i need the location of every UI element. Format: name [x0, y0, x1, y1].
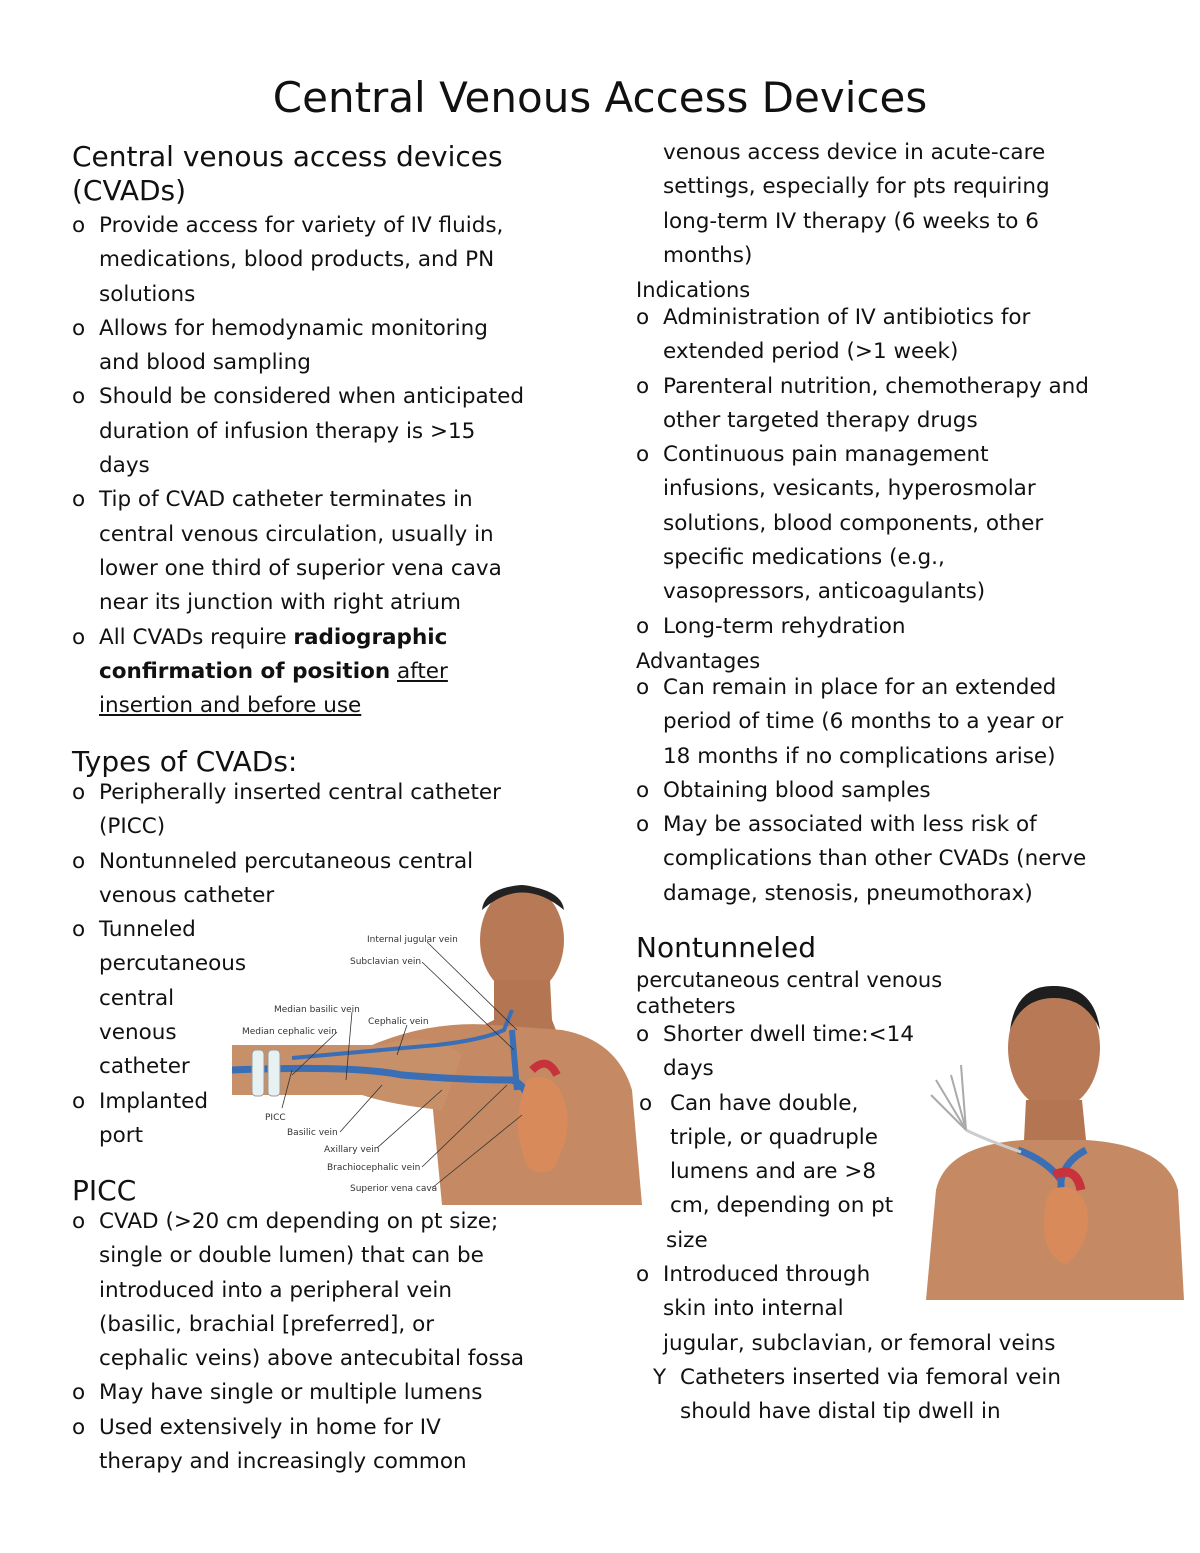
list-item: o Tunneled percutaneous central venous catheter [72, 917, 247, 1080]
label-axillary: Axillary vein [324, 1145, 380, 1155]
picc-list [72, 1205, 602, 1479]
label-median-basilic: Median basilic vein [274, 1005, 360, 1015]
list-item: o May be associated with less risk of complications than other CVADs (nerve damage, stenosis, pneumothorax) [636, 812, 1087, 906]
label-brachiocephalic: Brachiocephalic vein [327, 1163, 421, 1173]
list-item: o Nontunneled percutaneous central venous catheter [72, 848, 474, 908]
label-basilic: Basilic vein [287, 1128, 338, 1138]
list-item: o Used extensively in home for IV therapy and increasingly common [72, 1414, 467, 1475]
list-item: o Provide access for variety of IV fluids, medications, blood products, and PN solutions [72, 213, 504, 307]
cvad-continued-text: venous access device in acute-care settings, especially for pts requiring long-term IV therapy (6 weeks to 6 months) [663, 140, 1050, 268]
advantages-heading: Advantages [636, 649, 761, 673]
list-item: o Peripherally inserted central catheter (PICC) [72, 780, 501, 840]
list-item: o May have single or multiple lumens [72, 1380, 483, 1406]
neck-shape [1024, 1100, 1086, 1140]
advantages-list [636, 671, 1176, 911]
indications-heading: Indications [636, 278, 751, 302]
label-subclavian: Subclavian vein [350, 957, 422, 967]
nontunneled-subheading: percutaneous central venous catheters [636, 968, 943, 1018]
picc-securement-band [268, 1050, 280, 1096]
types-heading: Types of CVADs: [72, 745, 298, 778]
list-item: o Introduced through skin into internal [636, 1262, 871, 1322]
picc-securement-band [252, 1050, 264, 1096]
nontunneled-list [636, 1018, 926, 1327]
list-item: o CVAD (>20 cm depending on pt size; single or double lumen) that can be introduced into a peripheral vein (basilic, brachial [preferred], or cephalic veins) above antecubital fossa [72, 1209, 525, 1372]
list-item: o Continuous pain management infusions, vesicants, hyperosmolar solutions, blood components, other specific medications (e.g., vasopressors, anticoagulants) [636, 442, 1044, 605]
list-item: o Implanted port [72, 1088, 209, 1148]
list-item: o Should be considered when anticipated duration of infusion therapy is >15 days [72, 384, 524, 479]
sub-list-item: Y Catheters inserted via femoral vein should have distal tip dwell in [653, 1365, 1061, 1425]
label-median-cephalic: Median cephalic vein [242, 1027, 337, 1037]
nontunneled-catheter-illustration [926, 980, 1186, 1300]
list-item: o Long-term rehydration [636, 613, 906, 639]
label-cephalic: Cephalic vein [368, 1017, 429, 1027]
label-internal-jugular: Internal jugular vein [367, 935, 458, 945]
cvad-bullet-list [72, 209, 592, 723]
page-title: Central Venous Access Devices [272, 73, 928, 122]
list-item: o Shorter dwell time:<14 days [636, 1022, 915, 1082]
nontunneled-heading: Nontunneled [636, 931, 817, 964]
picc-anatomy-illustration [232, 880, 642, 1205]
list-item: o Can have double, triple, or quadruple lumens and are >8 cm, depending on pt size [639, 1090, 894, 1253]
list-item: o All CVADs require radiographic confirmation of position after insertion and before use [72, 624, 448, 719]
catheter-lumens [931, 1065, 966, 1130]
cvad-heading: Central venous access devices (CVADs) [72, 140, 503, 207]
indications-list [636, 301, 1176, 644]
list-item: o Administration of IV antibiotics for extended period (>1 week) [636, 305, 1031, 365]
list-item: o Can remain in place for an extended period of time (6 months to a year or 18 months if no complications arise) [636, 675, 1064, 769]
label-svc: Superior vena cava [350, 1184, 438, 1194]
nontunneled-continued-line: jugular, subclavian, or femoral veins [663, 1331, 1056, 1356]
list-item: o Obtaining blood samples [636, 777, 931, 803]
list-item: o Allows for hemodynamic monitoring and blood sampling [72, 315, 488, 376]
list-item: o Parenteral nutrition, chemotherapy and other targeted therapy drugs [636, 373, 1089, 433]
label-picc: PICC [265, 1113, 286, 1123]
list-item: o Tip of CVAD catheter terminates in central venous circulation, usually in lower one third of superior vena cava near its junction with right atrium [72, 487, 502, 616]
picc-heading: PICC [72, 1174, 137, 1207]
